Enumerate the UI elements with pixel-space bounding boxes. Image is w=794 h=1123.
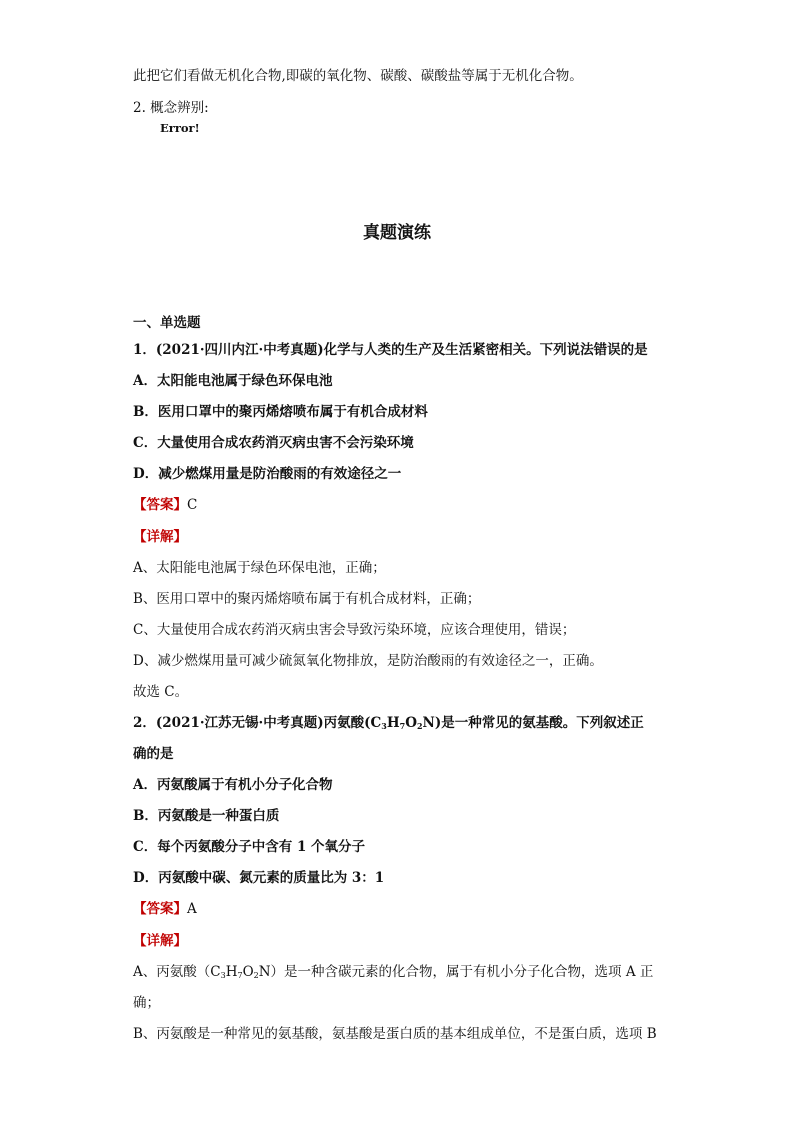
q1-stem: 1．(2021·四川内江·中考真题)化学与人类的生产及生活紧密相关。下列说法错误的是 xyxy=(133,342,648,358)
q2-stem-pre: 2．(2021·江苏无锡·中考真题)丙氨酸( xyxy=(133,715,371,731)
q1-answer xyxy=(133,495,197,515)
answer-label: 【答案】 xyxy=(133,901,187,917)
q1-option-c: C．大量使用合成农药消灭病虫害不会污染环境 xyxy=(133,435,414,451)
formula: $C_3H_7O_2N$ xyxy=(370,715,435,731)
q2-explanation-b: B、丙氨酸是一种常见的氨基酸，氨基酸是蛋白质的基本组成单位，不是蛋白质，选项 B xyxy=(133,1026,657,1042)
intro-line: 此把它们看做无机化合物,即碳的氧化物、碳酸、碳酸盐等属于无机化合物。 xyxy=(133,68,583,84)
q2-stem-continued: 确的是 xyxy=(133,746,174,762)
answer-label: 【答案】 xyxy=(133,497,187,513)
q1-option-d: D．减少燃煤用量是防治酸雨的有效途径之一 xyxy=(133,466,402,482)
q1-detail-label: 【详解】 xyxy=(133,529,187,545)
q2-stem-post: )是一种常见的氨基酸。下列叙述正 xyxy=(434,715,644,731)
q1-explanation-d: D、减少燃煤用量可减少硫氮氧化物排放，是防治酸雨的有效途径之一，正确。 xyxy=(133,653,603,669)
formula: $C_3H_7O_2N$ xyxy=(210,964,271,980)
q1-conclusion: 故选 C。 xyxy=(133,684,189,700)
q1-option-b: B．医用口罩中的聚丙烯熔喷布属于有机合成材料 xyxy=(133,404,428,420)
q2-detail-label: 【详解】 xyxy=(133,933,187,949)
answer-value: A xyxy=(187,901,197,917)
q2-option-c: C．每个丙氨酸分子中含有 1 个氧分子 xyxy=(133,839,366,855)
q2-explanation-a: A、丙氨酸$(C_3H_7O_2N)$是一种含碳元素的化合物，属于有机小分子化合物，选项 A 正 xyxy=(133,964,654,980)
q2-stem xyxy=(133,713,644,736)
q2-option-b: B．丙氨酸是一种蛋白质 xyxy=(133,808,280,824)
q2-option-d: D．丙氨酸中碳、氮元素的质量比为 3：1 xyxy=(133,870,385,886)
q1-explanation-b: B、医用口罩中的聚丙烯熔喷布属于有机合成材料，正确； xyxy=(133,591,481,607)
error-text: Error! xyxy=(160,121,200,135)
concept-item: 2. 概念辨别: xyxy=(133,100,209,116)
q1-explanation-c: C、大量使用合成农药消灭病虫害会导致污染环境，应该合理使用，错误； xyxy=(133,622,576,638)
q1-option-a: A．太阳能电池属于绿色环保电池 xyxy=(133,373,333,389)
q2-answer xyxy=(133,899,197,919)
q2-explanation-a-continued: 确； xyxy=(133,995,160,1011)
q2-option-a: A．丙氨酸属于有机小分子化合物 xyxy=(133,777,333,793)
q1-explanation-a: A、太阳能电池属于绿色环保电池，正确； xyxy=(133,560,386,576)
section-title: 真题演练 xyxy=(363,223,431,243)
section-heading: 一、单选题 xyxy=(133,315,201,331)
answer-value: C xyxy=(187,497,198,513)
